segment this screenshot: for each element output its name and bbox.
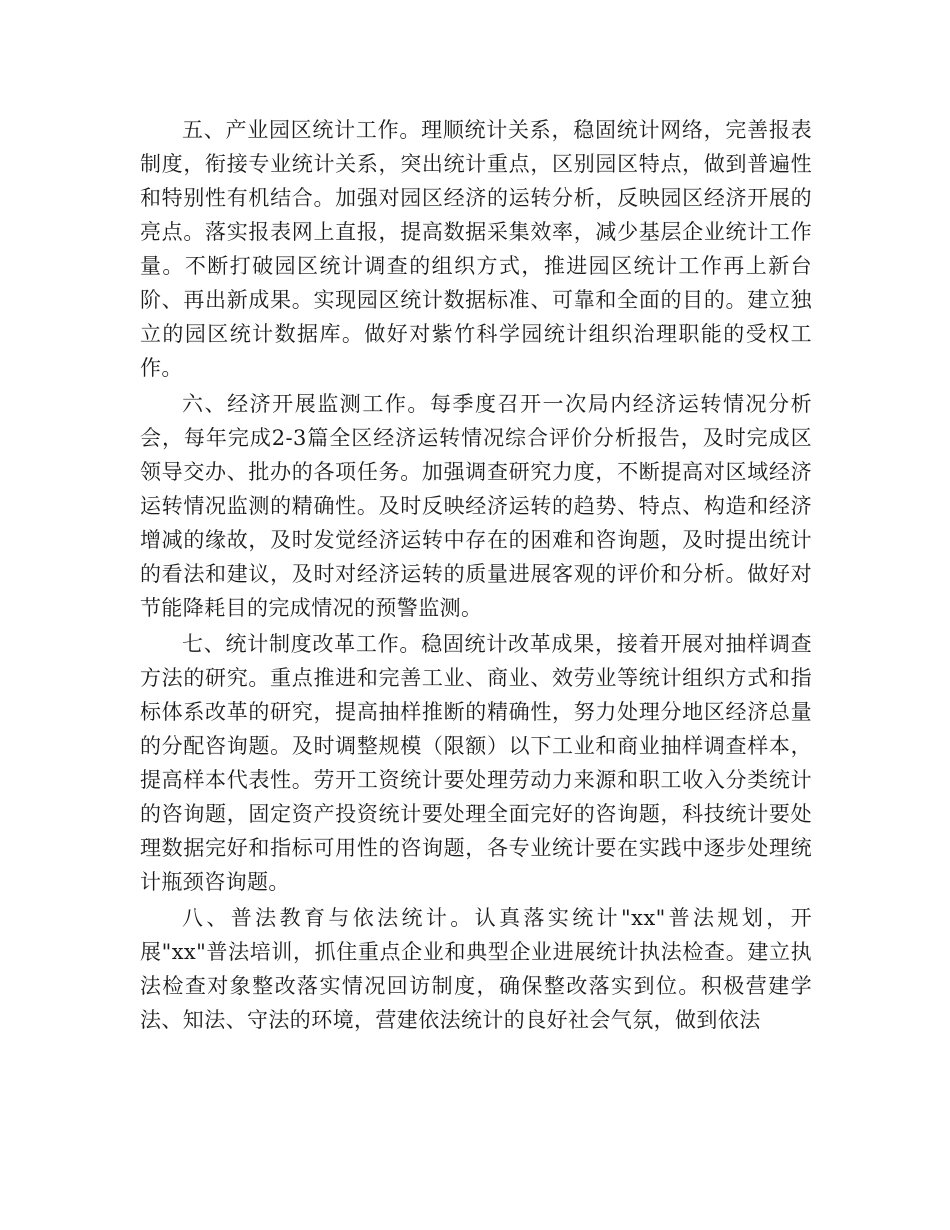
paragraph-statistics-reform: 七、统计制度改革工作。稳固统计改革成果，接着开展对抽样调查方法的研究。重点推进和完善工业、商业、效劳业等统计组织方式和指标体系改革的研究，提高抽样推断的精确性，努力处理分地区经济总量的分配咨询题。及时调整规模（限额）以下工业和商业抽样调查样本，提高样本代表性。劳开工资统计要处理劳动力来源和职工收入分类统计的咨询题，固定资产投资统计要处理全面完好的咨询题，科技统计要处理数据完好和指标可用性的咨询题，各专业统计要在实践中逐步处理统计瓶颈咨询题。 bbox=[140, 632, 812, 894]
paragraph-economic-monitoring: 六、经济开展监测工作。每季度召开一次局内经济运转情况分析会，每年完成2-3篇全区经济运转情况综合评价分析报告，及时完成区领导交办、批办的各项任务。加强调查研究力度，不断提高对区域经济运转情况监测的精确性。及时反映经济运转的趋势、特点、构造和经济增减的缘故，及时发觉经济运转中存在的困难和咨询题，及时提出统计的看法和建议，及时对经济运转的质量进展客观的评价和分析。做好对节能降耗目的完成情况的预警监测。 bbox=[140, 392, 812, 620]
document-body bbox=[140, 113, 812, 1037]
paragraph-legal-education: 八、普法教育与依法统计。认真落实统计"xx"普法规划，开展"xx"普法培训，抓住重点企业和典型企业进展统计执法检查。建立执法检查对象整改落实情况回访制度，确保整改落实到位。积极营建学法、知法、守法的环境，营建依法统计的良好社会气氛，做到依法 bbox=[140, 906, 812, 1032]
paragraph-industrial-park-statistics: 五、产业园区统计工作。理顺统计关系，稳固统计网络，完善报表制度，衔接专业统计关系，突出统计重点，区别园区特点，做到普遍性和特别性有机结合。加强对园区经济的运转分析，反映园区经济开展的亮点。落实报表网上直报，提高数据采集效率，减少基层企业统计工作量。不断打破园区统计调查的组织方式，推进园区统计工作再上新台阶、再出新成果。实现园区统计数据标准、可靠和全面的目的。建立独立的园区统计数据库。做好对紫竹科学园统计组织治理职能的受权工作。 bbox=[140, 118, 812, 380]
